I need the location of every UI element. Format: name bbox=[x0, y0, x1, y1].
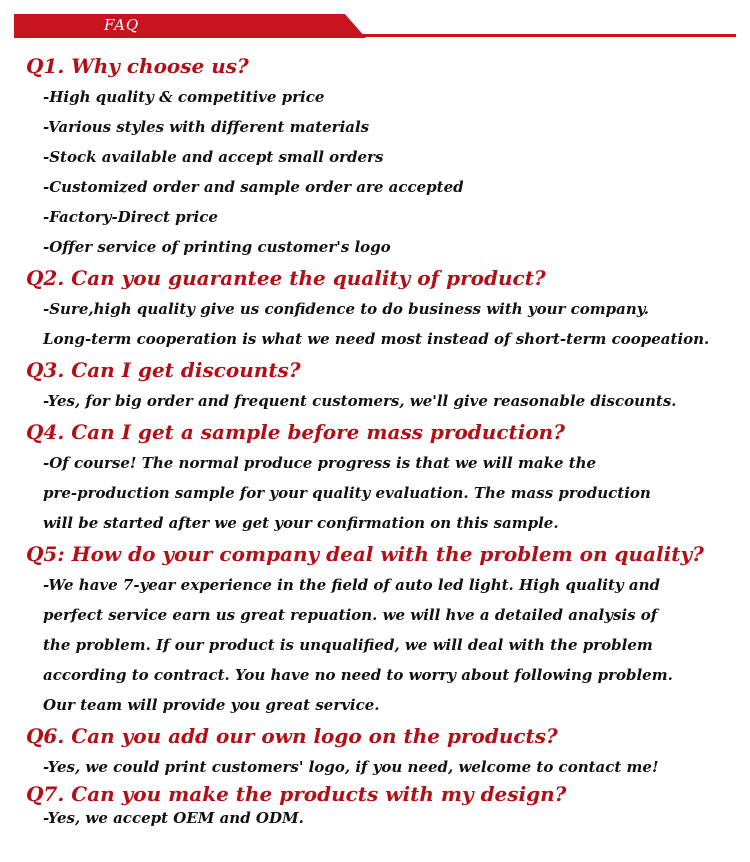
faq-answer-line: -Yes, we could print customers' logo, if you need, welcome to contact me! bbox=[43, 758, 659, 776]
faq-question: Q2. Can you guarantee the quality of product? bbox=[26, 266, 546, 290]
faq-answer-line: will be started after we get your confirmation on this sample. bbox=[43, 514, 559, 532]
faq-question: Q7. Can you make the products with my design? bbox=[26, 782, 567, 806]
faq-answer-line: -We have 7-year experience in the field of auto led light. High quality and bbox=[43, 576, 660, 594]
faq-item-4 bbox=[0, 416, 750, 538]
faq-answer-line: perfect service earn us great repuation. we will hve a detailed analysis of bbox=[43, 606, 658, 624]
faq-item-2 bbox=[0, 262, 750, 354]
faq-question: Q4. Can I get a sample before mass production? bbox=[26, 420, 565, 444]
faq-answer-line: -Yes, for big order and frequent customers, we'll give reasonable discounts. bbox=[43, 392, 677, 410]
faq-answer-line: according to contract. You have no need to worry about following problem. bbox=[43, 666, 673, 684]
faq-answer-line: -High quality & competitive price bbox=[43, 88, 325, 106]
faq-answer-line: -Customized order and sample order are accepted bbox=[43, 178, 464, 196]
faq-answer-line: -Stock available and accept small orders bbox=[43, 148, 384, 166]
faq-answer-line: -Sure,high quality give us confidence to do business with your company. bbox=[43, 300, 649, 318]
faq-item-1 bbox=[0, 50, 750, 262]
faq-answer-line: Our team will provide you great service. bbox=[43, 696, 380, 714]
faq-item-5 bbox=[0, 538, 750, 720]
faq-question: Q1. Why choose us? bbox=[26, 54, 249, 78]
faq-question: Q3. Can I get discounts? bbox=[26, 358, 301, 382]
faq-answer-line: the problem. If our product is unqualified, we will deal with the problem bbox=[43, 636, 653, 654]
header-title: FAQ bbox=[104, 16, 140, 34]
header-divider-line bbox=[360, 34, 736, 37]
faq-answer-line: Long-term cooperation is what we need most instead of short-term coopeation. bbox=[43, 330, 710, 348]
faq-header bbox=[0, 0, 750, 44]
faq-content bbox=[0, 44, 750, 830]
faq-question: Q6. Can you add our own logo on the products? bbox=[26, 724, 558, 748]
header-tab-banner bbox=[14, 14, 366, 38]
faq-answer-line: -Various styles with different materials bbox=[43, 118, 370, 136]
faq-item-6 bbox=[0, 720, 750, 782]
faq-answer-line: -Offer service of printing customer's logo bbox=[43, 238, 391, 256]
faq-item-3 bbox=[0, 354, 750, 416]
faq-item-7 bbox=[0, 782, 750, 830]
faq-answer-line: -Factory-Direct price bbox=[43, 208, 218, 226]
faq-question: Q5: How do your company deal with the problem on quality? bbox=[26, 542, 704, 566]
faq-answer-line: -Yes, we accept OEM and ODM. bbox=[43, 809, 304, 827]
faq-answer-line: pre-production sample for your quality evaluation. The mass production bbox=[43, 484, 651, 502]
faq-answer-line: -Of course! The normal produce progress is that we will make the bbox=[43, 454, 597, 472]
